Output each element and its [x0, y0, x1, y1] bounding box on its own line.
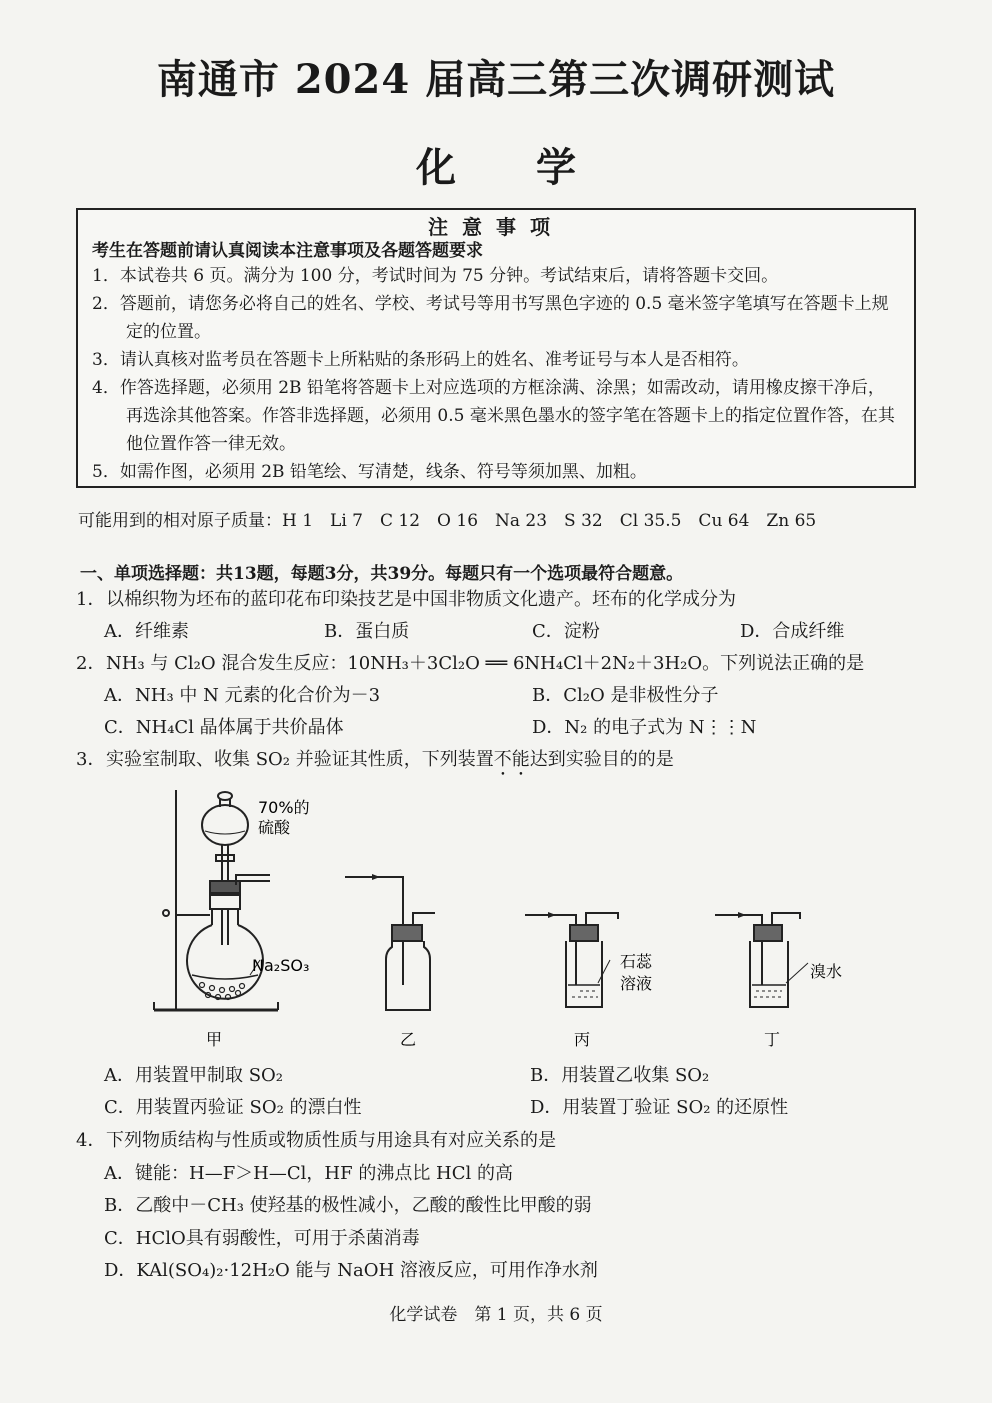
gas-bottle — [386, 941, 430, 1010]
outlet-tube — [413, 913, 435, 925]
section-heading: 一、单项选择题：共13题，每题3分，共39分。每题只有一个选项最符合题意。 — [80, 564, 684, 584]
label-jia: 甲 — [206, 1030, 223, 1049]
label-litmus: 石蕊 — [620, 952, 653, 971]
question-number: 4． — [76, 1130, 106, 1151]
q2-option-a: A．NH₃ 中 N 元素的化合价为－3 — [104, 685, 381, 706]
q4-option-a: A．键能：H—F＞H—Cl，HF 的沸点比 HCl 的高 — [104, 1163, 513, 1184]
notice-item: 4．作答选择题，必须用 2B 铅笔将答题卡上对应选项的方框涂满、涂黑；如需改动，请用橡皮擦干净后，再选涂其他答案。作答非选择题，必须用 0.5 毫米黑色墨水的签字笔在答题卡上的指定位置作答，在其他位置作答一律无效。 — [92, 378, 895, 454]
notice-item: 1．本试卷共 6 页。满分为 100 分，考试时间为 75 分钟。考试结束后，请将答题卡交回。 — [92, 266, 779, 286]
q3-option-a: A．用装置甲制取 SO₂ — [104, 1065, 284, 1086]
label-acid: 70%的 — [258, 798, 310, 817]
question-3-stem — [76, 748, 674, 780]
label-bing: 丙 — [574, 1030, 591, 1049]
question-text: NH₃ 与 Cl₂O 混合发生反应：10NH₃＋3Cl₂O ══ 6NH₄Cl＋2N₂＋3H₂O。下列说法正确的是 — [106, 653, 865, 674]
q2-option-d: D．N₂ 的电子式为 N⋮⋮N — [532, 717, 757, 738]
apparatus-diagram — [140, 785, 860, 1055]
q3-option-b: B．用装置乙收集 SO₂ — [530, 1065, 710, 1086]
q4-option-d: D．KAl(SO₄)₂·12H₂O 能与 NaOH 溶液反应，可用作净水剂 — [104, 1260, 598, 1281]
question-number: 3． — [76, 749, 106, 770]
label-na2so3: Na₂SO₃ — [252, 956, 310, 975]
subject-title: 化 学 — [416, 144, 576, 191]
question-text: 达到实验目的的是 — [529, 749, 674, 770]
question-text: 实验室制取、收集 SO₂ 并验证其性质，下列装置 — [106, 749, 494, 770]
notice-title: 注意事项 — [428, 215, 564, 239]
q2-option-b: B．Cl₂O 是非极性分子 — [532, 685, 719, 706]
q1-option-c: C．淀粉 — [532, 621, 600, 642]
q3-option-d: D．用装置丁验证 SO₂ 的还原性 — [530, 1097, 789, 1118]
question-4-stem — [76, 1129, 556, 1153]
q4-option-c: C．HClO具有弱酸性，可用于杀菌消毒 — [104, 1228, 420, 1249]
q3-option-c: C．用装置丙验证 SO₂ 的漂白性 — [104, 1097, 362, 1118]
question-text: 以棉织物为坯布的蓝印花布印染技艺是中国非物质文化遗产。坯布的化学成分为 — [106, 589, 736, 610]
page-footer: 化学试卷 第 1 页，共 6 页 — [389, 1305, 603, 1325]
notice-box — [76, 208, 916, 488]
label-acid-2: 硫酸 — [258, 818, 291, 837]
q1-option-d: D．合成纤维 — [740, 621, 845, 642]
label-ding: 丁 — [764, 1030, 781, 1049]
label-litmus-2: 溶液 — [620, 974, 653, 993]
question-number: 2． — [76, 653, 106, 674]
question-text: 下列物质结构与性质或物质性质与用途具有对应关系的是 — [106, 1130, 556, 1151]
stopper — [392, 925, 422, 941]
label-bromine: 溴水 — [810, 962, 843, 981]
question-number: 1． — [76, 589, 106, 610]
atomic-masses: 可能用到的相对原子质量：H 1 Li 7 C 12 O 16 Na 23 S 32 Cl 35.5 Cu 64 Zn 65 — [78, 511, 817, 531]
q2-option-c: C．NH₄Cl 晶体属于共价晶体 — [104, 717, 344, 738]
q1-option-a: A．纤维素 — [104, 621, 189, 642]
q1-option-b: B．蛋白质 — [324, 621, 410, 642]
notice-item: 2．答题前，请您务必将自己的姓名、学校、考试号等用书写黑色字迹的 0.5 毫米签字笔填写在答题卡上规定的位置。 — [92, 294, 889, 342]
question-1-stem — [76, 588, 736, 612]
notice-item: 3．请认真核对监考员在答题卡上所粘贴的条形码上的姓名、准考证号与本人是否相符。 — [92, 350, 749, 370]
separatory-funnel — [202, 805, 248, 845]
notice-subtitle: 考生在答题前请认真阅读本注意事项及各题答题要求 — [92, 241, 483, 261]
label-yi: 乙 — [400, 1030, 417, 1049]
emphasis-text: 不能 — [493, 749, 530, 770]
q4-option-b: B．乙酸中－CH₃ 使羟基的极性减小，乙酸的酸性比甲酸的弱 — [104, 1195, 592, 1216]
notice-item: 5．如需作图，必须用 2B 铅笔绘、写清楚，线条、符号等须加黑、加粗。 — [92, 462, 647, 482]
exam-title: 南通市 2024 届高三第三次调研测试 — [156, 56, 836, 103]
question-2-stem — [76, 652, 864, 676]
